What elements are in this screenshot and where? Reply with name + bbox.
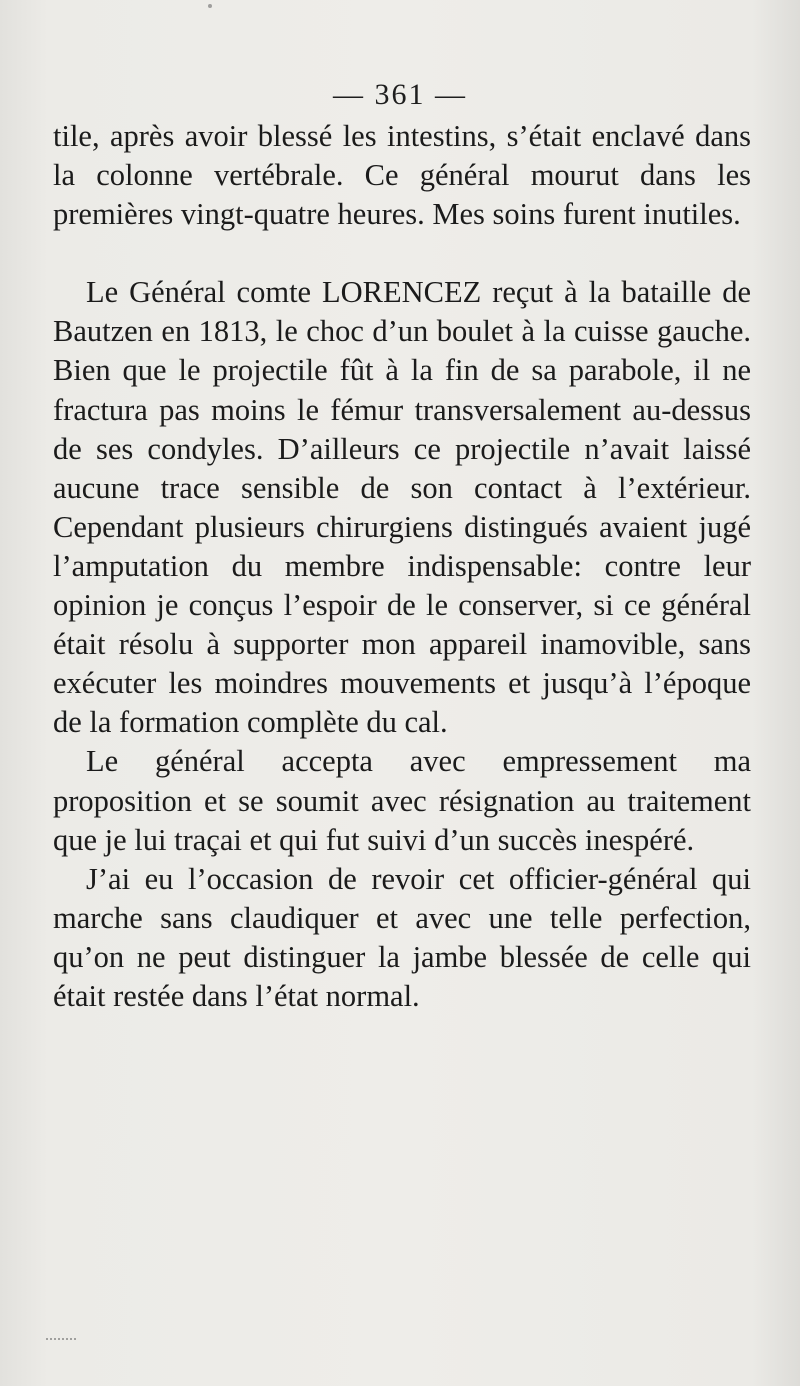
paragraph-acceptance: Le général accepta avec empressement ma proposition et se soumit avec résignation au traitement que je lui traçai et qui fut suivi d’un succès inespéré. [53,744,751,857]
footer-dots [46,1338,76,1342]
paragraph-outcome: J’ai eu l’occasion de revoir cet officier-général qui marche sans claudiquer et avec une telle perfection, qu’on ne peut distinguer la jambe blessée de celle qui était restée dans l’état normal. [53,861,751,1013]
body-text [53,117,751,1016]
paragraph-lorencez: Le Général comte LORENCEZ reçut à la bataille de Bautzen en 1813, le choc d’un boulet à la cuisse gauche. Bien que le projectile fût à la fin de sa parabole, il ne fractura pas moins le fémur transversalement au-dessus de ses condyles. D’ailleurs ce projectile n’avait laissé aucune trace sensible de son contact à l’extérieur. Cependant plusieurs chirurgiens distingués avaient jugé l’amputation du membre indispensable: contre leur opinion je conçus l’espoir de le conserver, si ce général était résolu à supporter mon appareil inamovible, sans exécuter les moindres mouvements et jusqu’à l’époque de la formation complète du cal. [53,275,751,740]
ink-speck [208,4,212,8]
page-number: — 361 — [333,78,467,111]
paragraph-continuation: tile, après avoir blessé les intestins, s’était enclavé dans la colonne vertébrale. Ce général mourut dans les premières vingt-quatre heures. Mes soins furent inutiles. [53,119,751,232]
